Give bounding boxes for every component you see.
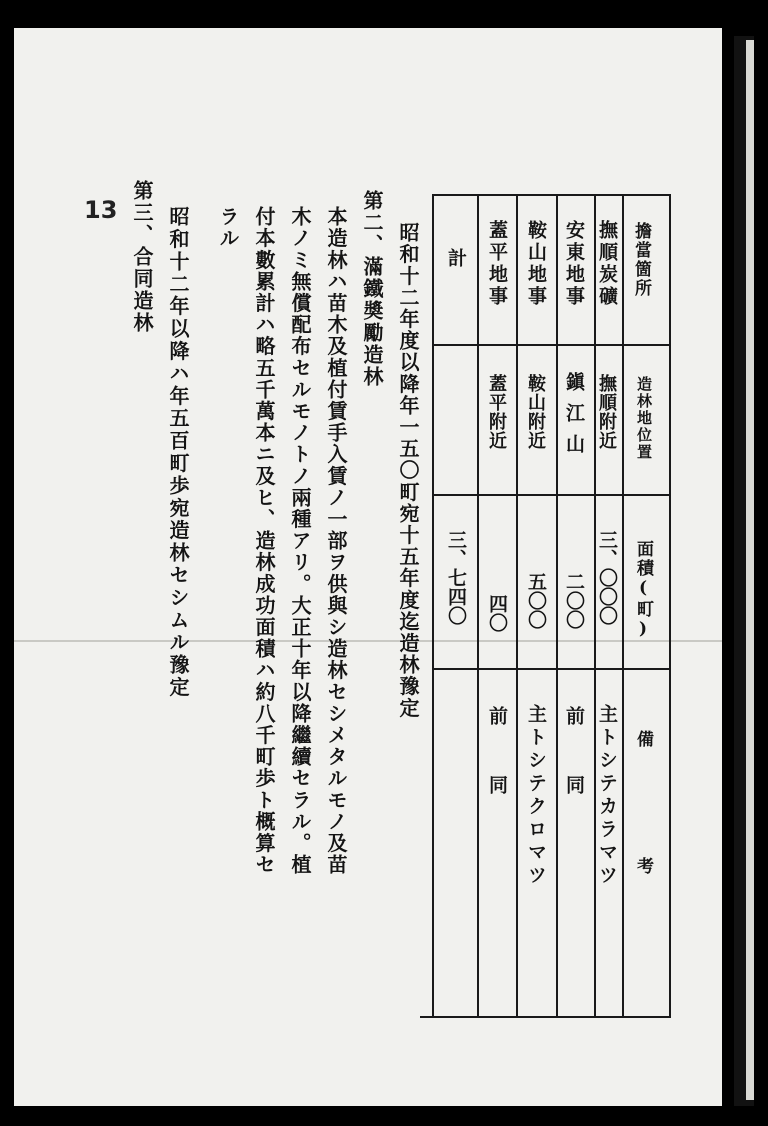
row-site: 鎭江山 [563,372,585,465]
row-area: 四〇 [486,594,508,632]
text-line: 昭和十二年度以降年一五〇町宛十五年度迄造林豫定 [396,222,420,719]
row-note: 前同 [563,706,585,844]
table-right-border [669,194,671,1018]
table-col-line [622,194,624,1018]
table-bottom-border [420,1016,670,1018]
table-area-divider [432,668,670,670]
page-number: 13 [84,196,118,224]
total-label: 計 [445,248,467,270]
text-line: 昭和十二年以降ハ年五百町歩宛造林セシムル豫定 [166,206,190,699]
text-line: 本造林ハ苗木及植付賃手入賃ノ一部ヲ供與シ造林セシメタルモノ及苗 [324,206,348,876]
row-note: 前同 [486,706,508,844]
text-line: 付本數累計ハ略五千萬本ニ及ヒ、造林成功面積ハ約八千町歩ト概算セ [252,206,276,876]
table-site-divider [432,494,670,496]
row-site: 鞍山附近 [525,374,546,450]
table-col-line [556,194,558,1018]
row-note: 主トシテカラマツ [596,704,618,888]
row-location: 蓋平地事 [486,220,508,308]
table-top-border [432,194,670,196]
row-area: 三、〇〇〇 [596,530,618,625]
row-location: 安東地事 [563,220,585,308]
row-location: 撫順炭礦 [596,220,618,308]
table-col-line [516,194,518,1018]
book-spine-edge [746,40,754,1100]
row-area: 二〇〇 [563,572,585,629]
header-location: 擔當箇所 [631,222,651,298]
header-note: 備考 [633,730,653,984]
header-area: 面積(町) [633,540,653,641]
text-line: ラル [216,206,240,250]
row-location: 鞍山地事 [525,220,547,308]
section-heading: 第三、合同造林 [130,180,154,334]
row-note: 主トシテクロマツ [525,704,547,888]
table-col-line [477,194,479,1018]
text-line: 木ノミ無償配布セルモノトノ兩種アリ。大正十年以降繼續セラル。植 [288,206,312,876]
section-heading: 第二、滿鐵奬勵造林 [360,190,384,388]
row-site: 蓋平附近 [486,374,507,450]
page-fold-line [14,640,722,642]
row-site: 撫順附近 [596,374,617,450]
header-site: 造林地位置 [635,376,653,461]
total-area: 三、七四〇 [445,530,467,625]
row-area: 五〇〇 [525,572,547,629]
table-left-border [432,194,434,1018]
table-header-divider [432,344,670,346]
